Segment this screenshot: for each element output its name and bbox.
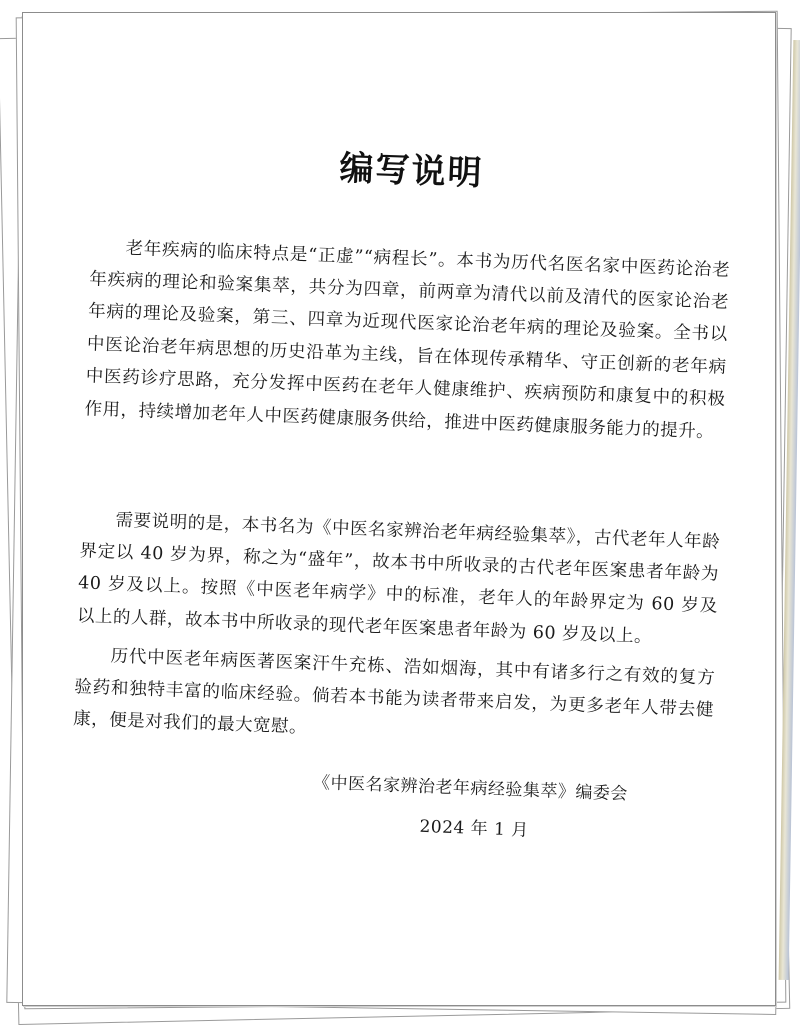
page-content: [5, 0, 793, 1018]
paragraph: 需要说明的是，本书名为《中医名家辨治老年病经验集萃》，古代老年人年龄界定以 40 岁为界，称之为“盛年”，故本书中所收录的古代老年医案患者年龄为 40 岁及以上。按照《中医老年病学》中的标准，老年人的年龄界定为 60 岁及以上的人群，故本书中所收录的现代老年医案患者年龄为 60 岁及以上。: [76, 509, 721, 647]
page-title: 编写说明: [338, 148, 485, 194]
document-page: [22, 12, 776, 1006]
paragraph: 老年疾病的临床特点是“正虚”“病程长”。本书为历代名医名家中医药论治老年疾病的理论和验案集萃，共分为四章，前两章为清代以前及清代的医家论治老年病的理论及验案，第三、四章为近现代医家论治老年病的理论及验案。全书以中医论治老年病思想的历史沿革为主线，旨在体现传承精华、守正创新的老年病中医药诊疗思路，充分发挥中医药在老年人健康维护、疾病预防和康复中的积极作用，持续增加老年人中医药健康服务供给，推进中医药健康服务能力的提升。: [84, 238, 731, 442]
signature-committee: 《中医名家辨治老年病经验集萃》编委会: [312, 772, 629, 805]
paragraph: 历代中医老年病医著医案汗牛充栋、浩如烟海，其中有诸多行之有效的复方验药和独特丰富的临床经验。倘若本书能为读者带来启发，为更多老年人带去健康，便是对我们的最大宽慰。: [72, 645, 716, 738]
signature-date: 2024 年 1 月: [419, 816, 530, 841]
